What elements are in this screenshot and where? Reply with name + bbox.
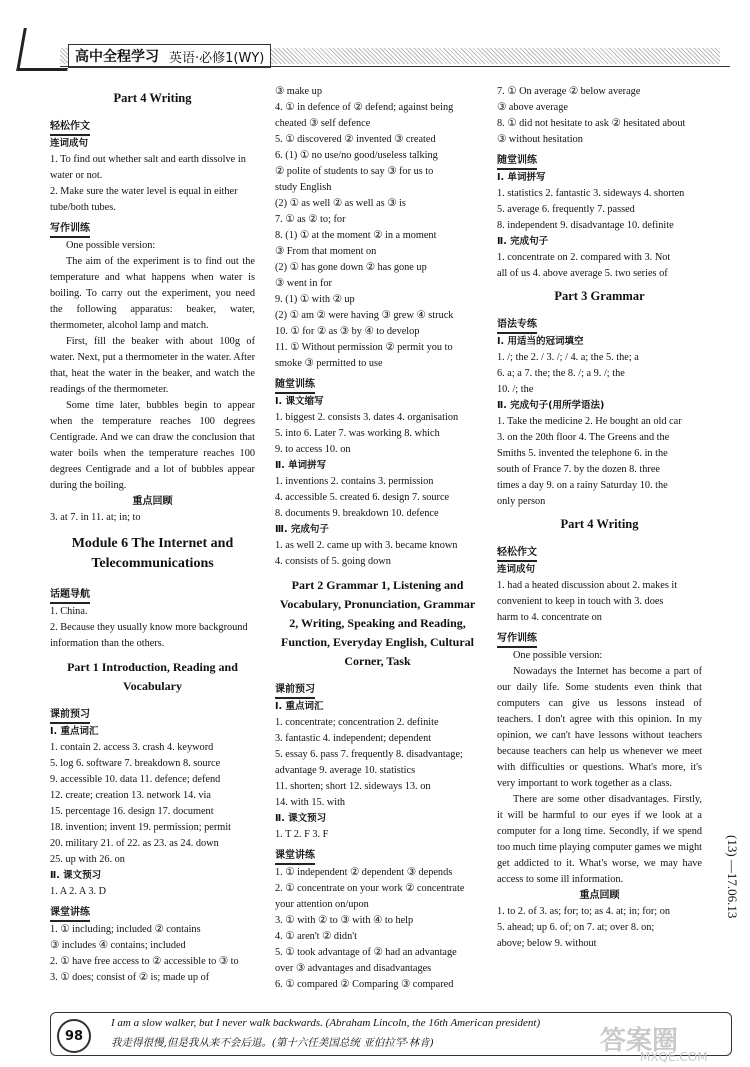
subheading-spell: Ⅱ. 单词拼写 [275, 460, 327, 471]
class-line: 3. ① with ② to ③ with ④ to help [275, 915, 414, 926]
spell-line: 8. independent 9. disadvantage 10. definite [497, 220, 674, 231]
section-class: 课堂讲练 [275, 849, 315, 865]
subheading-recite: Ⅰ. 课文缩写 [275, 396, 324, 407]
review-title: 重点回顾 [132, 496, 173, 507]
subheading-fill: Ⅰ. 用适当的冠词填空 [497, 336, 584, 347]
subheading-connect: 连词成句 [497, 564, 536, 575]
complete-line: 4. consists of 5. going down [275, 556, 391, 567]
essay-paragraph: The aim of the experiment is to find out the temperature and what happens when water is boiling. To carry out the experiment, you need the following apparatus: beaker, water, thermometer, alcohol lamp and match. [50, 256, 255, 331]
complete-line: 1. as well 2. came up with 3. became known [275, 540, 458, 551]
words-line: 5. log 6. software 7. breakdown 8. source [50, 758, 221, 769]
subject-name: 英语·必修1(WY) [169, 50, 265, 66]
answer-line: 7. ① On average ② below average [497, 86, 641, 97]
section-grammar: 语法专练 [497, 318, 537, 334]
words-line: 15. percentage 16. design 17. document [50, 806, 214, 817]
section-class: 课堂讲练 [50, 906, 90, 922]
class-line: over ③ advantages and disadvantages [275, 963, 432, 974]
words-line: 11. shorten; short 12. sideways 13. on [275, 781, 431, 792]
fill-line: 6. a; a 7. the; the 8. /; a 9. /; the [497, 368, 625, 379]
subheading-connect: 连词成句 [50, 138, 89, 149]
answer-line: 4. ① in defence of ② defend; against being [275, 102, 454, 113]
complete2-line: 1. Take the medicine 2. He bought an old car [497, 416, 682, 427]
class-line: your attention on/upon [275, 899, 369, 910]
words-line: 12. create; creation 13. network 14. via [50, 790, 211, 801]
watermark-url: MXQE.COM [640, 1050, 708, 1064]
connect-answer: 1. To find out whether salt and earth dissolve in water or not. [50, 154, 246, 181]
subheading-complete: Ⅲ. 完成句子 [275, 524, 329, 535]
answer-line: ② polite of students to say ③ for us to [275, 166, 434, 177]
class-line: 2. ① have free access to ② accessible to ③ to [50, 956, 239, 967]
review-line: above; below 9. without [497, 938, 597, 949]
complete2-line: 3. on the 20th floor 4. The Greens and the [497, 432, 670, 443]
watermark: 答案圈 [600, 1026, 679, 1056]
complete2-line: south of France 7. by the dozen 8. three [497, 464, 660, 475]
answer-line: 8. (1) ① at the moment ② in a moment [275, 230, 437, 241]
class-line: 5. ① took advantage of ② had an advantage [275, 947, 457, 958]
part4-title: Part 4 Writing [560, 517, 639, 531]
answer-line: ③ went in for [275, 278, 332, 289]
brand-name: 高中全程学习 [75, 49, 159, 65]
spell-line: 4. accessible 5. created 6. design 7. source [275, 492, 450, 503]
section-writing-practice: 写作训练 [497, 632, 537, 648]
section-topic: 话题导航 [50, 588, 90, 604]
answer-line: 8. ① did not hesitate to ask ② hesitated about [497, 118, 686, 129]
class-line: 2. ① concentrate on your work ② concentrate [275, 883, 465, 894]
subheading-complete2: Ⅱ. 完成句子(用所学语法) [497, 400, 605, 411]
subheading-spell: Ⅰ. 单词拼写 [497, 172, 546, 183]
review-line: 5. ahead; up 6. of; on 7. at; over 8. on; [497, 922, 655, 933]
complete-line: all of us 4. above average 5. two series of [497, 268, 668, 279]
answer-line: (2) ① am ② were having ③ grew ④ struck [275, 310, 454, 321]
subheading-text: Ⅱ. 课文预习 [50, 870, 102, 881]
essay-paragraph: There are some other disadvantages. Firstly, it will be harmful to our eyes if we look at a computer for a long time. Secondly, if we spend too much time playing computer games we might get addicted to it. What's worse, we may have access to some ill information. [497, 794, 702, 885]
words-line: 1. concentrate; concentration 2. definite [275, 717, 439, 728]
module-title: Module 6 The Internet and Telecommunications [71, 536, 234, 571]
spell-line: 8. documents 9. breakdown 10. defence [275, 508, 439, 519]
complete2-line: only person [497, 496, 546, 507]
class-line: ③ includes ④ contains; included [50, 940, 186, 951]
words-line: 20. military 21. of 22. as 23. as 24. down [50, 838, 219, 849]
topic-answer: 2. Because they usually know more background information than the others. [50, 622, 248, 649]
answer-line: 11. ① Without permission ② permit you to [275, 342, 453, 353]
class-line: 3. ① does; consist of ② is; made up of [50, 972, 210, 983]
essay-paragraph: Nowadays the Internet has become a part of our daily life. Some students even think that computers can give us lessons instead of teachers. I don't agree with this opinion. In my opinion, we can't have lessons without teachers because teachers can help us whenever we meet with difficulties or questions. What's more, it's very important to work together as a class. [497, 666, 702, 789]
words-line: advantage 9. average 10. statistics [275, 765, 416, 776]
section-easy-writing: 轻松作文 [497, 546, 537, 562]
fill-line: 10. /; the [497, 384, 534, 395]
answer-line: (2) ① has gone down ② has gone up [275, 262, 427, 273]
review-answers: 3. at 7. in 11. at; in; to [50, 512, 141, 523]
spell-line: 1. inventions 2. contains 3. permission [275, 476, 434, 487]
quote-chinese: 我走得很慢,但是我从来不会后退。(第十六任美国总统 亚伯拉罕·林肯) [111, 1037, 434, 1049]
subheading-complete: Ⅱ. 完成句子 [497, 236, 549, 247]
answer-line: ③ make up [275, 86, 322, 97]
answer-line: 6. (1) ① no use/no good/useless talking [275, 150, 438, 161]
part1-title: Part 1 Introduction, Reading and Vocabulary [67, 660, 238, 693]
answer-line: cheated ③ self defence [275, 118, 371, 129]
quote-english: I am a slow walker, but I never walk backwards. (Abraham Lincoln, the 16th American president) [111, 1017, 541, 1029]
topic-answer: 1. China. [50, 606, 88, 617]
connect-line: convenient to keep in touch with 3. does [497, 596, 664, 607]
complete2-line: times a day 9. on a rainy Saturday 10. the [497, 480, 668, 491]
answer-line: 5. ① discovered ② invented ③ created [275, 134, 436, 145]
recite-line: 5. into 6. Later 7. was working 8. which [275, 428, 440, 439]
complete2-line: Smiths 5. invented the telephone 6. in the [497, 448, 668, 459]
connect-answer: 2. Make sure the water level is equal in either tube/both tubes. [50, 186, 238, 213]
complete-line: 1. concentrate on 2. compared with 3. Not [497, 252, 671, 263]
page-header [0, 0, 750, 78]
version-label: One possible version: [66, 240, 156, 251]
essay-paragraph: Some time later, bubbles begin to appear when the temperature reaches 100 degrees Centigrade. And we can draw the conclusion that water boils when the temperature reaches 100 degrees Centigrade and a lot of bubbles appear during the boiling. [50, 400, 255, 491]
review-line: 1. to 2. of 3. as; for; to; as 4. at; in; for; on [497, 906, 671, 917]
words-line: 9. accessible 10. data 11. defence; defend [50, 774, 221, 785]
subheading-words: Ⅰ. 重点词汇 [50, 726, 99, 737]
answer-line: ③ without hesitation [497, 134, 583, 145]
answer-line: ③ From that moment on [275, 246, 377, 257]
connect-line: harm to 4. concentrate on [497, 612, 602, 623]
words-line: 1. contain 2. access 3. crash 4. keyword [50, 742, 214, 753]
text-answers: 1. A 2. A 3. D [50, 886, 107, 897]
section-easy-writing: 轻松作文 [50, 120, 90, 136]
spell-line: 5. average 6. frequently 7. passed [497, 204, 635, 215]
words-line: 25. up with 26. on [50, 854, 125, 865]
essay-paragraph: First, fill the beaker with about 100g of water. Next, put a thermometer in the water. After that, heat the water in the beaker, and watch the readings of the thermometer. [50, 336, 256, 395]
side-date-stamp: (13) —17.06.13 [725, 835, 740, 919]
class-line: 6. ① compared ② Comparing ③ compared [275, 979, 454, 990]
section-writing-practice: 写作训练 [50, 222, 90, 238]
words-line: 3. fantastic 4. independent; dependent [275, 733, 432, 744]
answer-line: smoke ③ permitted to use [275, 358, 383, 369]
review-title: 重点回顾 [579, 890, 620, 901]
header-title [68, 44, 271, 68]
fill-line: 1. /; the 2. / 3. /; / 4. a; the 5. the; a [497, 352, 639, 363]
answer-line: 7. ① as ② to; for [275, 214, 346, 225]
version-label: One possible version: [513, 650, 603, 661]
subheading-text: Ⅱ. 课文预习 [275, 813, 327, 824]
part2-title: Part 2 Grammar 1, Listening and Vocabulary, Pronunciation, Grammar 2, Writing, Speaking and Reading, Function, Everyday English, Cultural Corner, Task [279, 578, 476, 668]
recite-line: 1. biggest 2. consists 3. dates 4. organisation [275, 412, 459, 423]
answer-line: study English [275, 182, 332, 193]
words-line: 14. with 15. with [275, 797, 346, 808]
section-preview: 课前预习 [50, 708, 90, 724]
class-line: 1. ① including; included ② contains [50, 924, 201, 935]
header-rule [60, 66, 730, 67]
part3-title: Part 3 Grammar [554, 289, 645, 303]
answer-line: 9. (1) ① with ② up [275, 294, 355, 305]
answer-line: (2) ① as well ② as well as ③ is [275, 198, 406, 209]
column-1 [50, 84, 255, 986]
class-line: 4. ① aren't ② didn't [275, 931, 357, 942]
section-drill: 随堂训练 [497, 154, 537, 170]
column-2 [275, 84, 480, 993]
text-answers: 1. T 2. F 3. F [275, 829, 329, 840]
answer-line: ③ above average [497, 102, 568, 113]
words-line: 18. invention; invent 19. permission; permit [50, 822, 232, 833]
section-preview: 课前预习 [275, 683, 315, 699]
part4-title: Part 4 Writing [113, 91, 192, 105]
class-line: 1. ① independent ② dependent ③ depends [275, 867, 453, 878]
answer-line: 10. ① for ② as ③ by ④ to develop [275, 326, 420, 337]
spell-line: 1. statistics 2. fantastic 3. sideways 4. shorten [497, 188, 685, 199]
subheading-words: Ⅰ. 重点词汇 [275, 701, 324, 712]
column-3 [497, 84, 702, 952]
section-drill: 随堂训练 [275, 378, 315, 394]
recite-line: 9. to access 10. on [275, 444, 351, 455]
connect-line: 1. had a heated discussion about 2. makes it [497, 580, 678, 591]
words-line: 5. essay 6. pass 7. frequently 8. disadvantage; [275, 749, 463, 760]
page-number: 98 [57, 1019, 91, 1053]
